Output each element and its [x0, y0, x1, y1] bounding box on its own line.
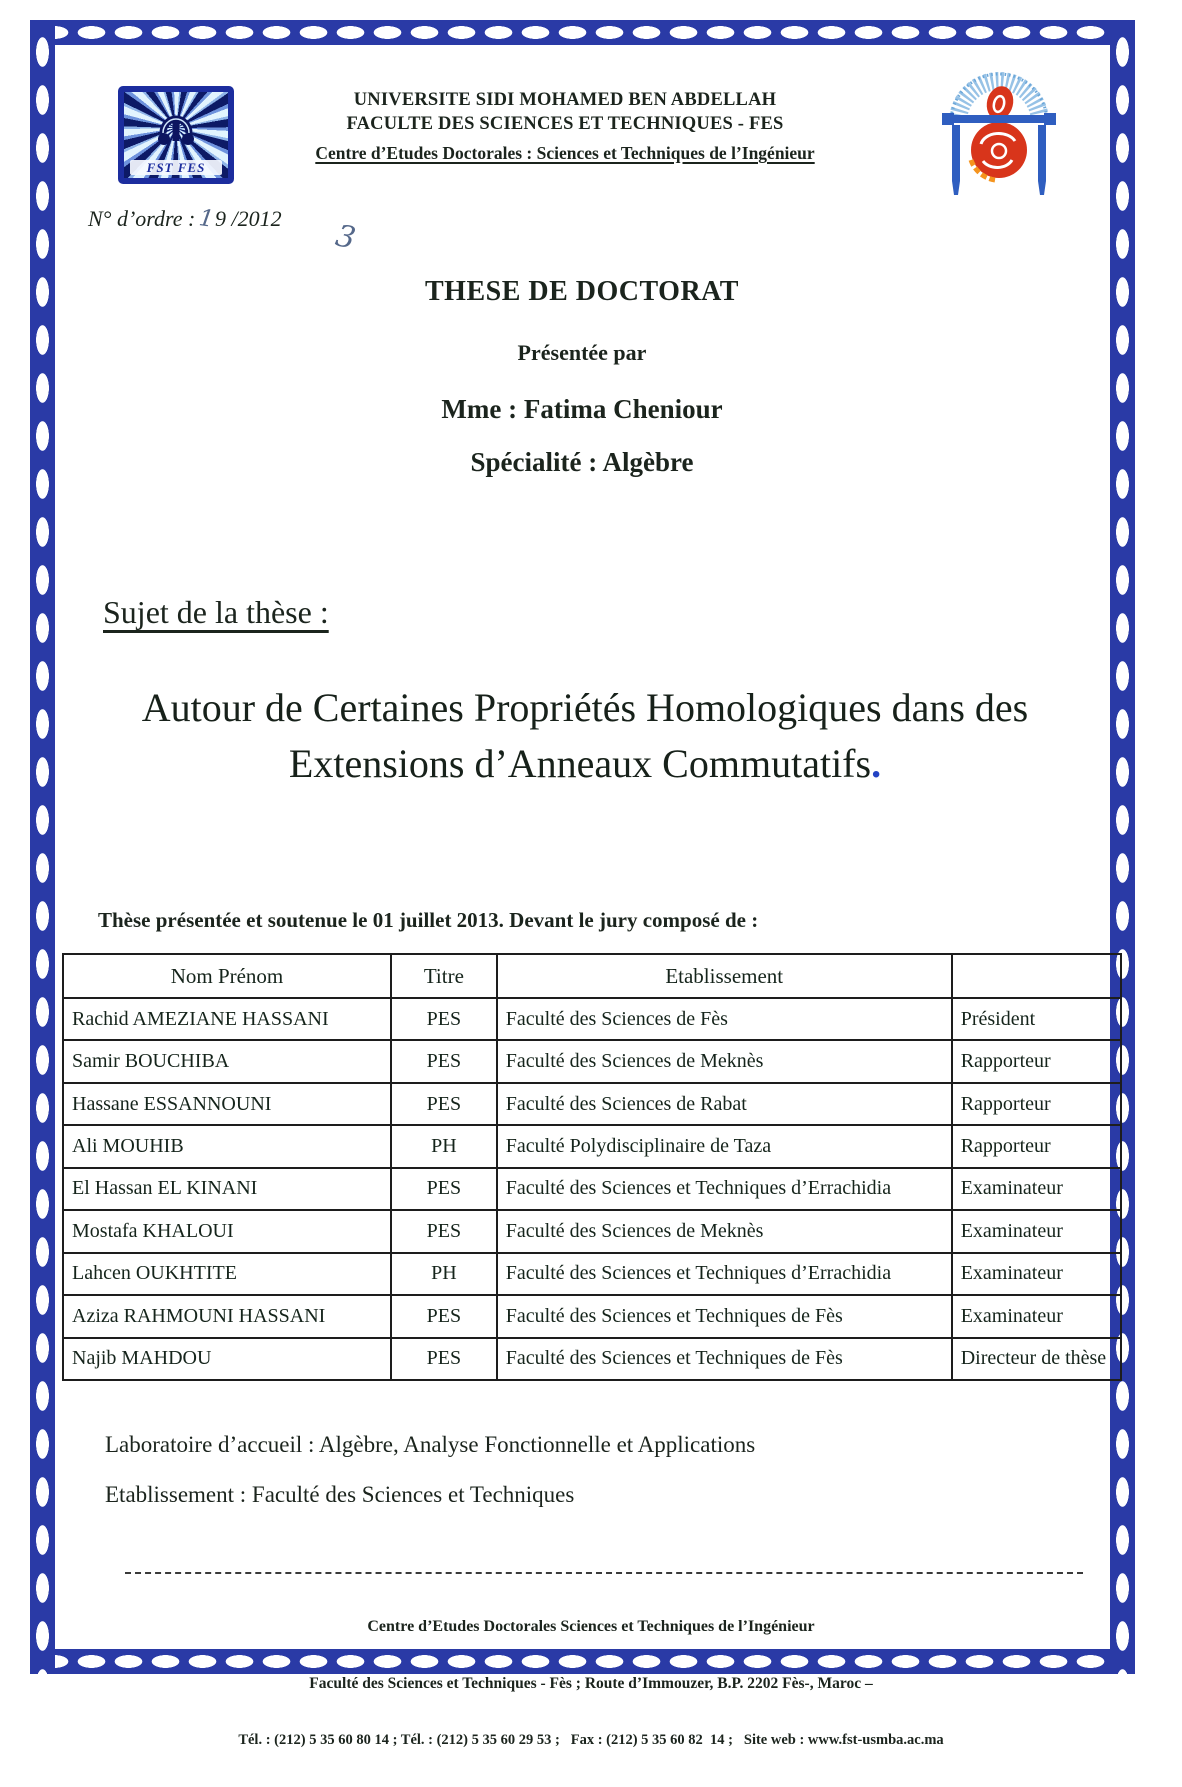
jury-role-cell: Rapporteur: [952, 1125, 1121, 1167]
table-row: [63, 1295, 1121, 1337]
jury-title-cell: PES: [391, 1168, 497, 1210]
jury-name-cell: Lahcen OUKHTITE: [63, 1253, 391, 1295]
jury-name-cell: Hassane ESSANNOUNI: [63, 1083, 391, 1125]
handwritten-digit: 1: [197, 205, 216, 233]
faculty-name: FACULTE DES SCIENCES ET TECHNIQUES - FES: [346, 114, 784, 134]
thesis-title-line1: Autour de Certaines Propriétés Homologiques dans des: [141, 685, 1029, 730]
table-row: [63, 1338, 1121, 1381]
jury-title-cell: PES: [391, 1338, 497, 1381]
header-block: [225, 88, 905, 164]
jury-title-cell: PH: [391, 1253, 497, 1295]
thesis-title-period: .: [871, 741, 882, 786]
jury-name-cell: Najib MAHDOU: [63, 1338, 391, 1381]
col-header-name: Nom Prénom: [63, 954, 391, 998]
jury-title-cell: PH: [391, 1125, 497, 1167]
jury-name-cell: El Hassan EL KINANI: [63, 1168, 391, 1210]
subject-label: Sujet de la thèse :: [103, 594, 329, 630]
order-label: N° d’ordre :: [88, 206, 196, 231]
jury-name-cell: Mostafa KHALOUI: [63, 1210, 391, 1252]
jury-name-cell: Ali MOUHIB: [63, 1125, 391, 1167]
jury-role-cell: Examinateur: [952, 1253, 1121, 1295]
author-name: Mme : Fatima Cheniour: [441, 394, 723, 424]
table-row: [63, 998, 1121, 1040]
university-name: UNIVERSITE SIDI MOHAMED BEN ABDELLAH: [353, 90, 777, 110]
jury-title-cell: PES: [391, 1295, 497, 1337]
jury-role-cell: Examinateur: [952, 1210, 1121, 1252]
border-right-beads: [1110, 20, 1135, 1674]
table-row: [63, 1125, 1121, 1167]
jury-role-cell: Examinateur: [952, 1168, 1121, 1210]
jury-establishment-cell: Faculté des Sciences et Techniques de Fès: [497, 1295, 952, 1337]
presented-by-label: Présentée par: [517, 340, 647, 365]
col-header-role: [952, 954, 1121, 998]
establishment-line: Etablissement : Faculté des Sciences et Techniques: [105, 1482, 575, 1507]
jury-intro: Thèse présentée et soutenue le 01 juillet 2013. Devant le jury composé de :: [98, 908, 759, 932]
specialty-label: Spécialité : Algèbre: [470, 447, 694, 477]
jury-role-cell: Examinateur: [952, 1295, 1121, 1337]
footer-divider: [125, 1572, 1083, 1574]
table-row: [63, 1168, 1121, 1210]
jury-title-cell: PES: [391, 1083, 497, 1125]
footer-address: Faculté des Sciences et Techniques - Fès ; Route d’Immouzer, B.P. 2202 Fès-, Maroc –: [309, 1675, 873, 1692]
fst-logo-label: FST FES: [130, 160, 222, 175]
jury-establishment-cell: Faculté Polydisciplinaire de Taza: [497, 1125, 952, 1167]
jury-role-cell: Rapporteur: [952, 1083, 1121, 1125]
table-row: [63, 1210, 1121, 1252]
jury-establishment-cell: Faculté des Sciences de Rabat: [497, 1083, 952, 1125]
border-left-beads: [30, 20, 55, 1674]
jury-header-row: [63, 954, 1121, 998]
jury-establishment-cell: Faculté des Sciences de Meknès: [497, 1040, 952, 1082]
order-value: 9 /2012: [215, 206, 282, 231]
jury-role-cell: Président: [952, 998, 1121, 1040]
footer-center-name: Centre d’Etudes Doctorales Sciences et Techniques de l’Ingénieur: [367, 1618, 815, 1635]
doc-type-title: THESE DE DOCTORAT: [425, 276, 739, 307]
usmba-emblem-icon: [933, 60, 1065, 210]
jury-role-cell: Directeur de thèse: [952, 1338, 1121, 1381]
jury-role-cell: Rapporteur: [952, 1040, 1121, 1082]
jury-establishment-cell: Faculté des Sciences de Fès: [497, 998, 952, 1040]
fst-fes-logo-icon: [118, 86, 234, 184]
jury-name-cell: Aziza RAHMOUNI HASSANI: [63, 1295, 391, 1337]
col-header-establishment: Etablissement: [497, 954, 952, 998]
table-row: [63, 1040, 1121, 1082]
handwritten-digit: 3: [332, 218, 359, 257]
table-row: [63, 1083, 1121, 1125]
doctoral-center-name: Centre d’Etudes Doctorales : Sciences et Techniques de l’Ingénieur: [315, 143, 815, 163]
fst-arch-glyph-icon: [150, 101, 202, 149]
thesis-title-line2: Extensions d’Anneaux Commutatifs: [288, 741, 872, 786]
border-top-beads: [30, 20, 1135, 45]
jury-title-cell: PES: [391, 1210, 497, 1252]
jury-establishment-cell: Faculté des Sciences de Meknès: [497, 1210, 952, 1252]
order-number: [88, 205, 359, 257]
jury-establishment-cell: Faculté des Sciences et Techniques de Fès: [497, 1338, 952, 1381]
jury-establishment-cell: Faculté des Sciences et Techniques d’Errachidia: [497, 1168, 952, 1210]
host-lab-line: Laboratoire d’accueil : Algèbre, Analyse Fonctionnelle et Applications: [105, 1432, 756, 1457]
jury-name-cell: Samir BOUCHIBA: [63, 1040, 391, 1082]
jury-table-body: [63, 998, 1121, 1380]
jury-title-cell: PES: [391, 1040, 497, 1082]
thesis-title: [40, 680, 1130, 792]
jury-table: [62, 953, 1122, 1381]
jury-name-cell: Rachid AMEZIANE HASSANI: [63, 998, 391, 1040]
jury-title-cell: PES: [391, 998, 497, 1040]
table-row: [63, 1253, 1121, 1295]
jury-establishment-cell: Faculté des Sciences et Techniques d’Errachidia: [497, 1253, 952, 1295]
footer-block: [60, 1580, 1122, 1787]
col-header-title: Titre: [391, 954, 497, 998]
footer-contacts: Tél. : (212) 5 35 60 80 14 ; Tél. : (212) 5 35 60 29 53 ; Fax : (212) 5 35 60 82 14 ; Site web : www.fst-usmba.ac.ma: [238, 1732, 944, 1748]
